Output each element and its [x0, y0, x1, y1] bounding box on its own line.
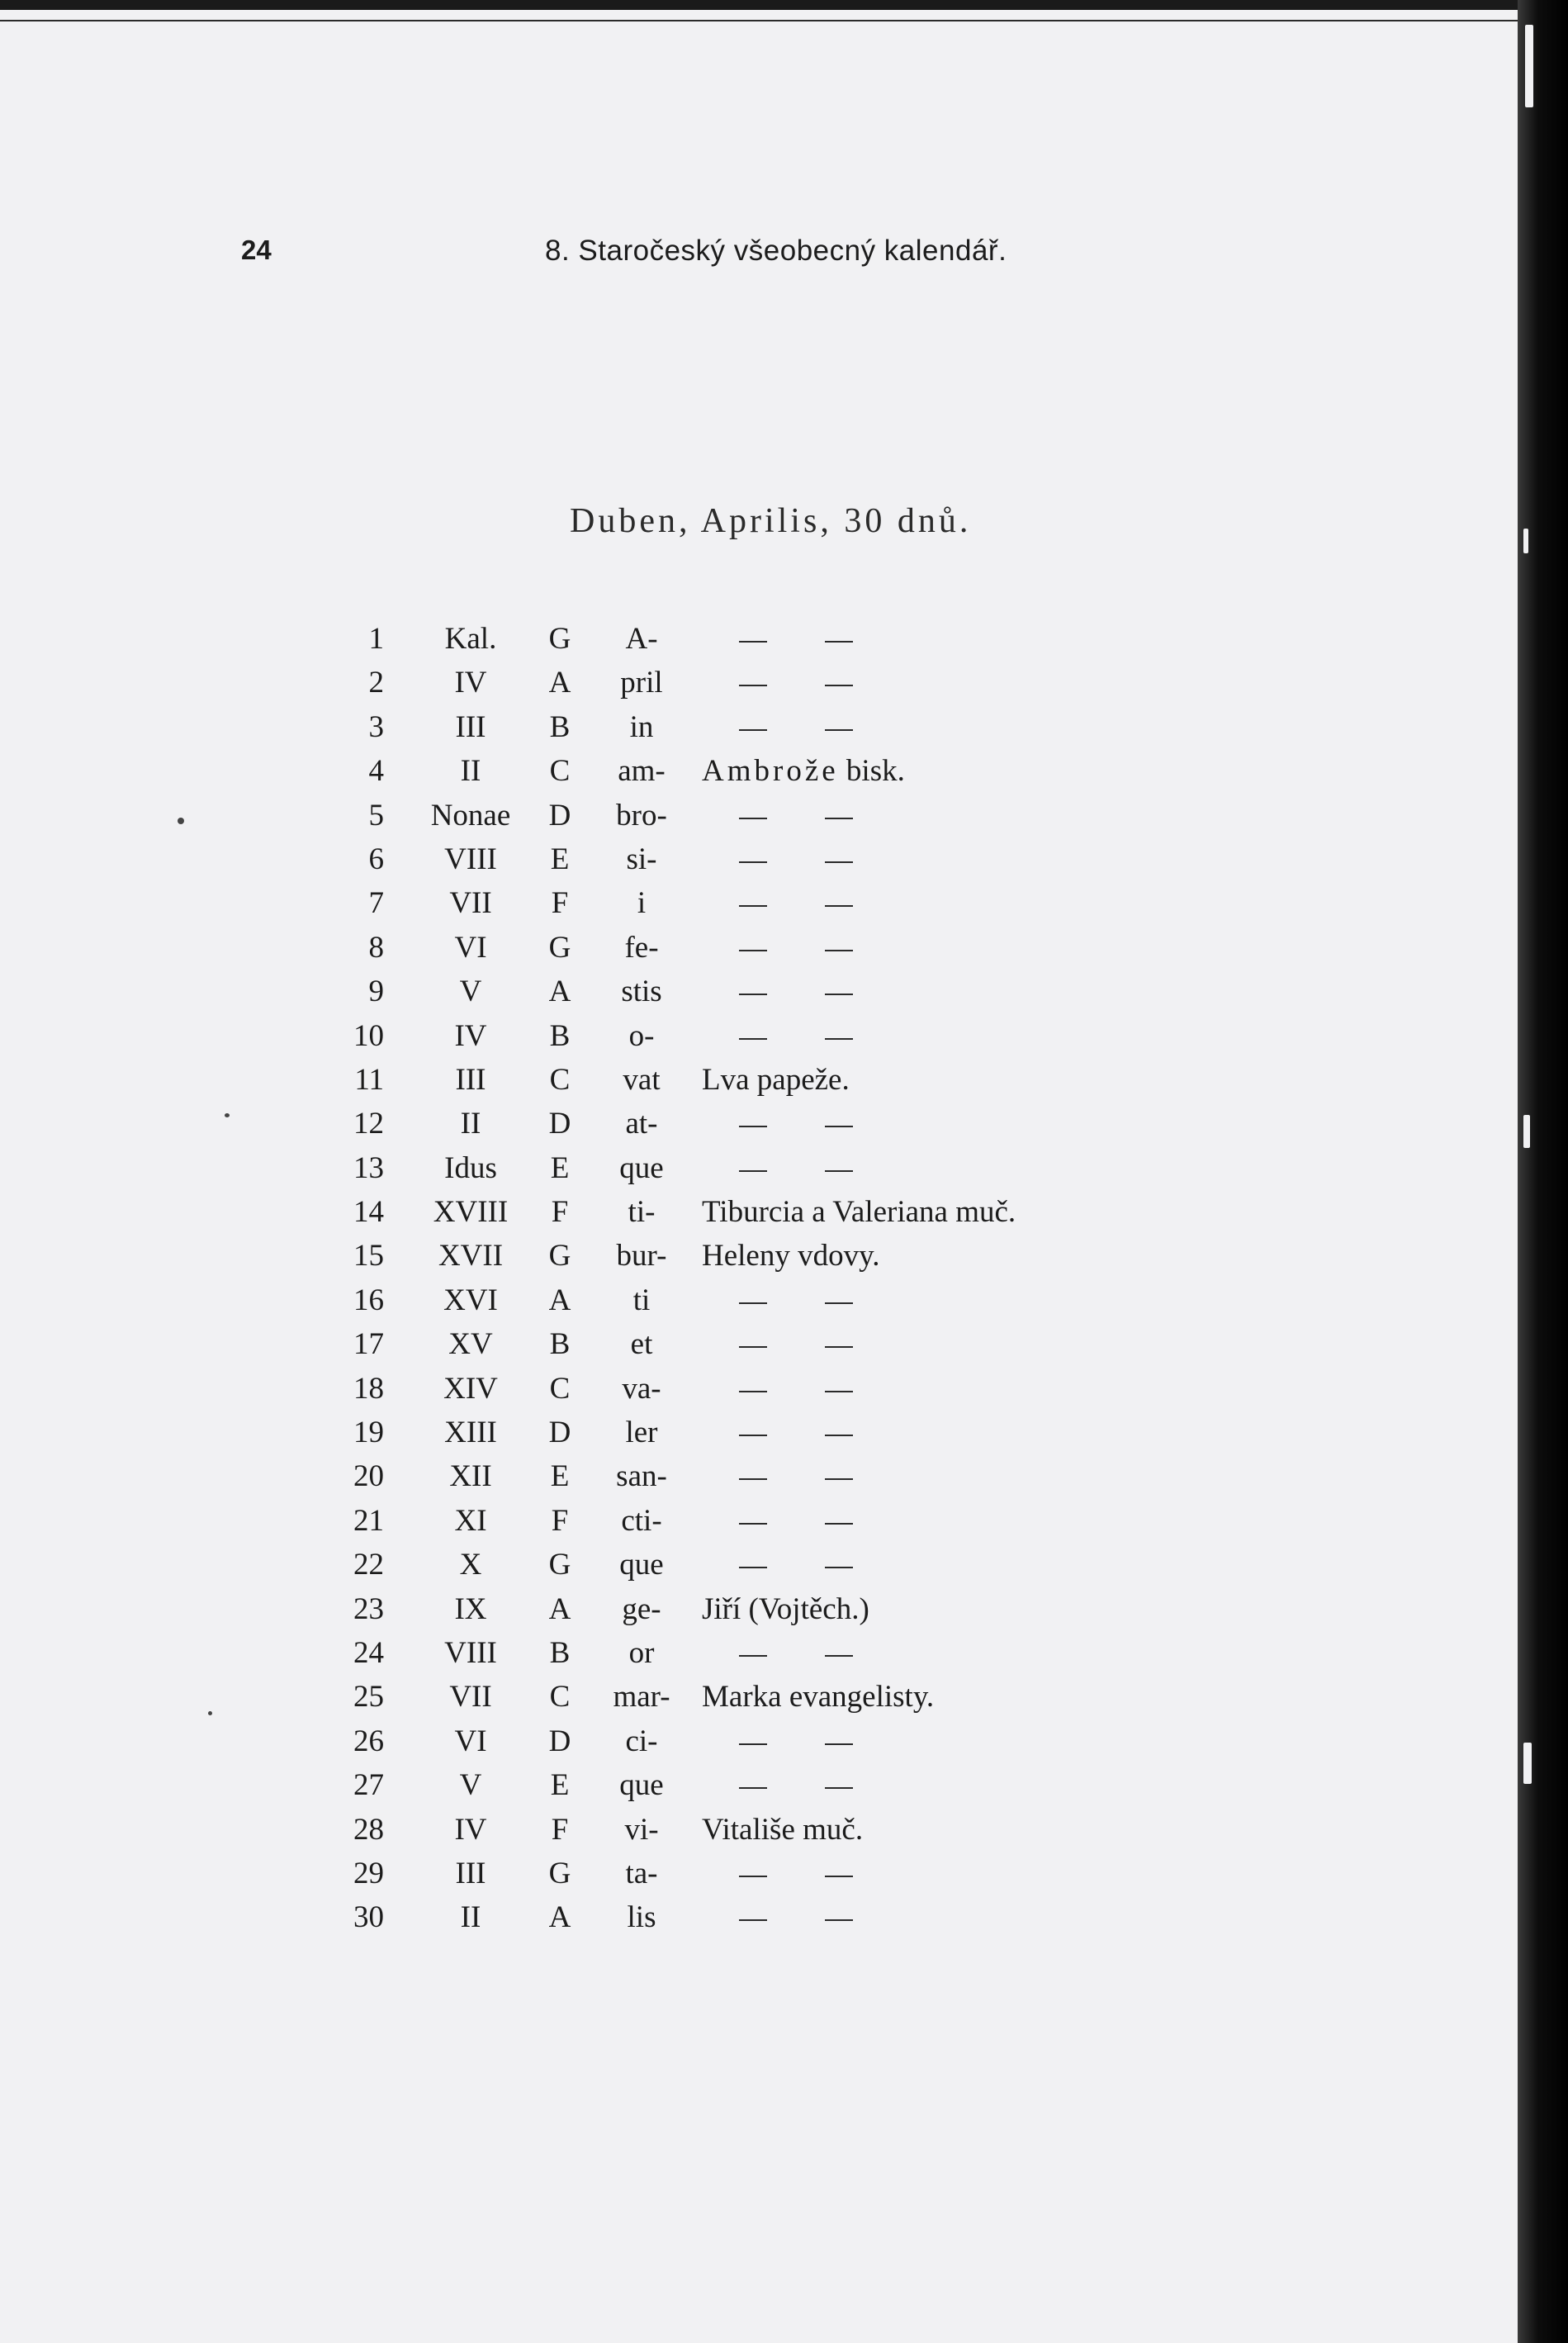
- roman-date: V: [459, 975, 482, 1009]
- empty-feast-dashes: [739, 1900, 863, 1943]
- empty-feast-dashes: [739, 1503, 863, 1547]
- roman-date: XVII: [438, 1239, 504, 1273]
- empty-feast-dashes: [739, 1724, 863, 1767]
- roman-date: XVIII: [433, 1195, 509, 1230]
- calendar-row: [314, 1635, 1139, 1679]
- roman-date: III: [455, 1856, 486, 1890]
- empty-feast-dashes: [739, 1326, 863, 1370]
- saint-name: Jiří (Vojtěch.): [702, 1591, 869, 1626]
- roman-date: II: [460, 1107, 481, 1141]
- cisiojanus-syllable: fe-: [624, 930, 659, 965]
- calendar-row: [314, 1371, 1139, 1415]
- day-number: 3: [368, 709, 384, 744]
- dominical-letter: G: [548, 622, 571, 656]
- dominical-letter: F: [551, 1503, 569, 1538]
- empty-feast-dashes: [739, 1547, 863, 1591]
- empty-feast-dashes: [739, 1106, 863, 1150]
- empty-feast-dashes: [739, 621, 863, 665]
- calendar-row: [314, 842, 1139, 885]
- empty-feast-dashes: [739, 1018, 863, 1062]
- cisiojanus-syllable: que: [619, 1548, 664, 1582]
- roman-date: XIV: [443, 1371, 498, 1406]
- dominical-letter: F: [551, 1195, 569, 1230]
- roman-date: XI: [454, 1503, 487, 1538]
- calendar-row: [314, 1238, 1139, 1282]
- empty-feast-dashes: [739, 1856, 863, 1900]
- dominical-letter: D: [548, 798, 571, 832]
- day-number: 16: [353, 1283, 384, 1317]
- dominical-letter: C: [549, 1062, 571, 1097]
- calendar-row: [314, 1150, 1139, 1194]
- cisiojanus-syllable: que: [619, 1768, 664, 1803]
- cisiojanus-syllable: o-: [628, 1018, 655, 1053]
- dominical-letter: G: [548, 1856, 571, 1890]
- day-number: 10: [353, 1018, 384, 1053]
- dust-speck: [178, 818, 184, 824]
- dominical-letter: B: [549, 1327, 571, 1362]
- roman-date: VIII: [444, 1635, 497, 1670]
- cisiojanus-syllable: in: [629, 709, 654, 744]
- day-number: 25: [353, 1680, 384, 1715]
- roman-date: IV: [454, 666, 487, 700]
- empty-feast-dashes: [739, 1767, 863, 1811]
- cisiojanus-syllable: ti: [632, 1283, 651, 1317]
- calendar-row: [314, 1900, 1139, 1943]
- calendar-row: [314, 709, 1139, 753]
- calendar-row: [314, 1767, 1139, 1811]
- cisiojanus-syllable: va-: [622, 1371, 661, 1406]
- cisiojanus-syllable: pril: [620, 666, 663, 700]
- cisiojanus-syllable: stis: [621, 975, 662, 1009]
- roman-date: III: [455, 709, 486, 744]
- saint-name: Vitališe muč.: [702, 1812, 864, 1847]
- cisiojanus-syllable: ge-: [622, 1591, 661, 1626]
- saint-name: Tiburcia a Valeriana muč.: [702, 1195, 1016, 1230]
- page-top-border: [0, 10, 1518, 21]
- calendar-row: [314, 1415, 1139, 1458]
- roman-date: IV: [454, 1018, 487, 1053]
- cisiojanus-syllable: si-: [626, 842, 657, 876]
- calendar-row: [314, 974, 1139, 1017]
- empty-feast-dashes: [739, 930, 863, 974]
- cisiojanus-syllable: vi-: [624, 1812, 659, 1847]
- roman-date: II: [460, 754, 481, 789]
- cisiojanus-syllable: vat: [623, 1062, 661, 1097]
- day-number: 28: [353, 1812, 384, 1847]
- dominical-letter: G: [548, 930, 571, 965]
- dominical-letter: D: [548, 1416, 571, 1450]
- dominical-letter: A: [548, 1283, 571, 1317]
- dominical-letter: F: [551, 1812, 569, 1847]
- roman-date: XIII: [444, 1416, 497, 1450]
- page-binding-edge: [1518, 0, 1568, 2343]
- roman-date: IX: [454, 1591, 487, 1626]
- dominical-letter: E: [550, 1459, 570, 1494]
- day-number: 11: [354, 1062, 384, 1097]
- dominical-letter: B: [549, 1018, 571, 1053]
- day-number: 26: [353, 1724, 384, 1758]
- day-number: 29: [353, 1856, 384, 1890]
- calendar-row: [314, 1283, 1139, 1326]
- cisiojanus-syllable: et: [630, 1327, 653, 1362]
- roman-date: VII: [449, 886, 492, 921]
- cisiojanus-syllable: mar-: [613, 1680, 670, 1715]
- month-heading: Duben, Aprilis, 30 dnů.: [570, 502, 972, 540]
- dominical-letter: A: [548, 666, 571, 700]
- calendar-row: [314, 1503, 1139, 1547]
- empty-feast-dashes: [739, 709, 863, 753]
- empty-feast-dashes: [739, 798, 863, 842]
- day-number: 23: [353, 1591, 384, 1626]
- calendar-row: [314, 1679, 1139, 1723]
- saint-name: Marka evangelisty.: [702, 1680, 935, 1715]
- calendar-row: [314, 1812, 1139, 1856]
- cisiojanus-syllable: at-: [625, 1107, 658, 1141]
- calendar-row: [314, 665, 1139, 709]
- dominical-letter: C: [549, 1371, 571, 1406]
- dominical-letter: C: [549, 1680, 571, 1715]
- dominical-letter: G: [548, 1548, 571, 1582]
- edge-mark: [1525, 25, 1533, 107]
- cisiojanus-syllable: bro-: [616, 798, 667, 832]
- day-number: 18: [353, 1371, 384, 1406]
- roman-date: X: [459, 1548, 482, 1582]
- cisiojanus-syllable: am-: [618, 754, 666, 789]
- day-number: 22: [353, 1548, 384, 1582]
- day-number: 17: [353, 1327, 384, 1362]
- page-number: 24: [241, 235, 272, 265]
- day-number: 1: [368, 622, 384, 656]
- roman-date: XVI: [443, 1283, 498, 1317]
- cisiojanus-syllable: cti-: [621, 1503, 662, 1538]
- book-page: [0, 10, 1518, 2343]
- roman-date: Nonae: [430, 798, 511, 832]
- day-number: 20: [353, 1459, 384, 1494]
- day-number: 2: [368, 666, 384, 700]
- cisiojanus-syllable: ci-: [625, 1724, 658, 1758]
- empty-feast-dashes: [739, 665, 863, 709]
- day-number: 9: [368, 975, 384, 1009]
- roman-date: XV: [448, 1327, 493, 1362]
- day-number: 15: [353, 1239, 384, 1273]
- day-number: 30: [353, 1900, 384, 1935]
- empty-feast-dashes: [739, 1371, 863, 1415]
- calendar-row: [314, 1458, 1139, 1502]
- dominical-letter: A: [548, 1591, 571, 1626]
- day-number: 14: [353, 1195, 384, 1230]
- running-head: [0, 235, 1518, 284]
- cisiojanus-syllable: lis: [627, 1900, 656, 1935]
- saint-name: Lva papeže.: [702, 1062, 850, 1097]
- empty-feast-dashes: [739, 1635, 863, 1679]
- day-number: 21: [353, 1503, 384, 1538]
- empty-feast-dashes: [739, 885, 863, 929]
- roman-date: III: [455, 1062, 486, 1097]
- calendar-row: [314, 1547, 1139, 1591]
- empty-feast-dashes: [739, 1415, 863, 1458]
- cisiojanus-syllable: que: [619, 1150, 664, 1185]
- dominical-letter: D: [548, 1724, 571, 1758]
- edge-mark: [1523, 1115, 1530, 1148]
- cisiojanus-syllable: ler: [625, 1416, 658, 1450]
- dominical-letter: D: [548, 1107, 571, 1141]
- calendar-row: [314, 930, 1139, 974]
- cisiojanus-syllable: ta-: [625, 1856, 658, 1890]
- dominical-letter: C: [549, 754, 571, 789]
- cisiojanus-syllable: A-: [625, 622, 658, 656]
- roman-date: VII: [449, 1680, 492, 1715]
- saint-name: Ambrože bisk.: [702, 754, 905, 789]
- roman-date: V: [459, 1768, 482, 1803]
- day-number: 8: [368, 930, 384, 965]
- dominical-letter: G: [548, 1239, 571, 1273]
- calendar-table: [314, 621, 1139, 1944]
- calendar-row: [314, 1106, 1139, 1150]
- empty-feast-dashes: [739, 1283, 863, 1326]
- calendar-row: [314, 1724, 1139, 1767]
- cisiojanus-syllable: or: [628, 1635, 655, 1670]
- dominical-letter: B: [549, 709, 571, 744]
- roman-date: Kal.: [444, 622, 497, 656]
- day-number: 12: [353, 1107, 384, 1141]
- dust-speck: [225, 1113, 230, 1117]
- saint-name: Heleny vdovy.: [702, 1239, 880, 1273]
- calendar-row: [314, 798, 1139, 842]
- empty-feast-dashes: [739, 974, 863, 1017]
- calendar-row: [314, 753, 1139, 797]
- day-number: 13: [353, 1150, 384, 1185]
- calendar-row: [314, 1194, 1139, 1238]
- dominical-letter: F: [551, 886, 569, 921]
- cisiojanus-syllable: san-: [616, 1459, 667, 1494]
- dominical-letter: E: [550, 1150, 570, 1185]
- dominical-letter: A: [548, 975, 571, 1009]
- book-title: 8. Staročeský všeobecný kalendář.: [545, 235, 1007, 267]
- empty-feast-dashes: [739, 842, 863, 885]
- dominical-letter: A: [548, 1900, 571, 1935]
- roman-date: II: [460, 1900, 481, 1935]
- day-number: 7: [368, 886, 384, 921]
- dust-speck: [208, 1711, 212, 1715]
- dominical-letter: E: [550, 1768, 570, 1803]
- calendar-row: [314, 885, 1139, 929]
- roman-date: VI: [454, 930, 487, 965]
- dominical-letter: B: [549, 1635, 571, 1670]
- dominical-letter: E: [550, 842, 570, 876]
- roman-date: Idus: [444, 1150, 497, 1185]
- empty-feast-dashes: [739, 1150, 863, 1194]
- roman-date: VIII: [444, 842, 497, 876]
- day-number: 4: [368, 754, 384, 789]
- cisiojanus-syllable: ti-: [628, 1195, 656, 1230]
- day-number: 6: [368, 842, 384, 876]
- calendar-row: [314, 1591, 1139, 1635]
- cisiojanus-syllable: bur-: [616, 1239, 667, 1273]
- day-number: 27: [353, 1768, 384, 1803]
- calendar-row: [314, 1062, 1139, 1106]
- calendar-row: [314, 1326, 1139, 1370]
- calendar-row: [314, 1856, 1139, 1900]
- calendar-row: [314, 621, 1139, 665]
- day-number: 5: [368, 798, 384, 832]
- roman-date: XII: [449, 1459, 492, 1494]
- day-number: 19: [353, 1416, 384, 1450]
- cisiojanus-syllable: i: [637, 886, 647, 921]
- roman-date: IV: [454, 1812, 487, 1847]
- edge-mark: [1523, 529, 1528, 553]
- day-number: 24: [353, 1635, 384, 1670]
- calendar-row: [314, 1018, 1139, 1062]
- edge-mark: [1523, 1743, 1532, 1784]
- roman-date: VI: [454, 1724, 487, 1758]
- empty-feast-dashes: [739, 1458, 863, 1502]
